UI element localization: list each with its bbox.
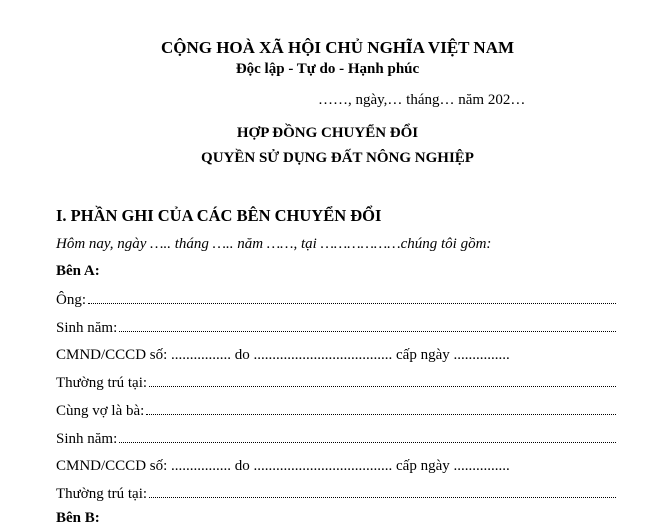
- field-birth-year-1: [56, 319, 616, 337]
- field-spouse-blank[interactable]: [146, 402, 616, 415]
- party-a-label: Bên A:: [56, 263, 100, 279]
- field-residence-1: [56, 374, 616, 392]
- field-birth-year-2-label: Sinh năm:: [56, 431, 118, 447]
- field-birth-year-2: [56, 430, 616, 448]
- field-id-line-2[interactable]: CMND/CCCD số: ................ do ..................................... cấp ngày ...............: [56, 458, 510, 474]
- intro-line: Hôm nay, ngày ….. tháng ….. năm ……, tại ………………chúng tôi gồm:: [56, 236, 492, 252]
- field-id-line-1[interactable]: CMND/CCCD số: ................ do ..................................... cấp ngày ...............: [56, 347, 510, 363]
- field-residence-1-blank[interactable]: [149, 374, 616, 387]
- field-birth-year-2-blank[interactable]: [119, 430, 616, 443]
- field-mr: [56, 291, 616, 309]
- field-spouse: [56, 402, 616, 420]
- nation-header: CỘNG HOÀ XÃ HỘI CHỦ NGHĨA VIỆT NAM: [160, 38, 515, 57]
- field-spouse-label: Cùng vợ là bà:: [56, 403, 145, 419]
- date-line: ……, ngày,… tháng… năm 202…: [318, 92, 526, 108]
- section-heading: I. PHẦN GHI CỦA CÁC BÊN CHUYỂN ĐỔI: [56, 206, 382, 225]
- field-birth-year-1-label: Sinh năm:: [56, 320, 118, 336]
- field-residence-2-blank[interactable]: [149, 485, 616, 498]
- field-mr-label: Ông:: [56, 292, 86, 308]
- field-residence-2-label: Thường trú tại:: [56, 486, 148, 502]
- field-mr-blank[interactable]: [88, 291, 616, 304]
- document-title-line-2: QUYỀN SỬ DỤNG ĐẤT NÔNG NGHIỆP: [201, 150, 474, 166]
- document-title-line-1: HỢP ĐỒNG CHUYỂN ĐỔI: [236, 125, 419, 141]
- party-b-label: Bên B:: [56, 510, 100, 526]
- field-birth-year-1-blank[interactable]: [119, 319, 616, 332]
- national-motto: Độc lập - Tự do - Hạnh phúc: [235, 61, 420, 77]
- field-residence-1-label: Thường trú tại:: [56, 375, 148, 391]
- field-residence-2: [56, 485, 616, 503]
